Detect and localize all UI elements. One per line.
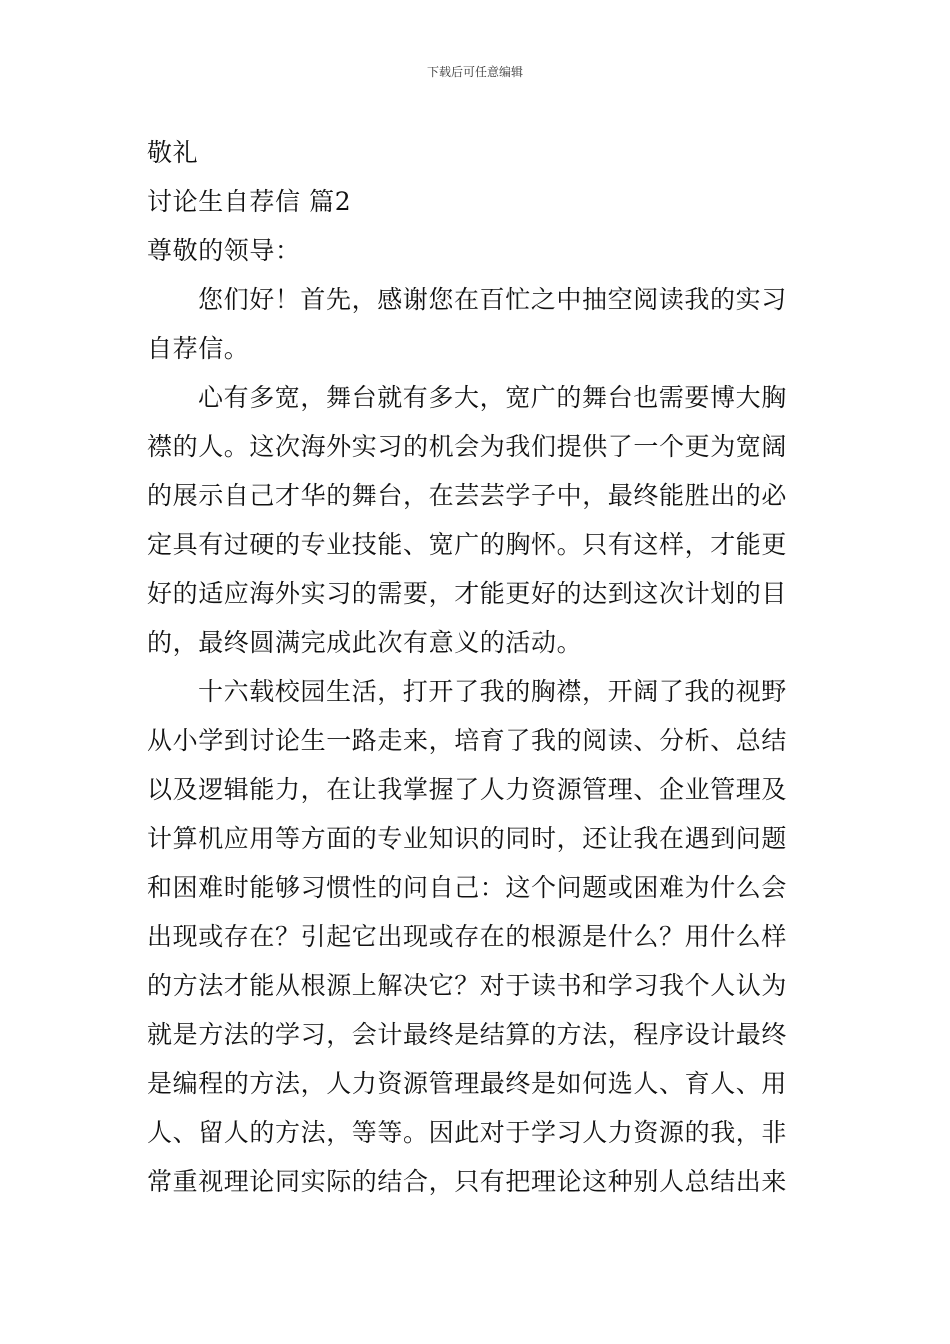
paragraph-line: 出现或存在？引起它出现或存在的根源是什么？用什么样 <box>147 922 788 951</box>
page-header: 下载后可任意编辑 <box>426 65 523 79</box>
paragraph-line: 好的适应海外实习的需要，才能更好的达到这次计划的目 <box>147 579 788 608</box>
paragraph-line: 的，最终圆满完成此次有意义的活动。 <box>147 628 583 657</box>
paragraph-line: 以及逻辑能力，在让我掌握了人力资源管理、企业管理及 <box>147 775 788 804</box>
paragraph-line: 心有多宽，舞台就有多大，宽广的舞台也需要博大胸 <box>198 383 787 412</box>
paragraph-line: 的方法才能从根源上解决它？对于读书和学习我个人认为 <box>147 971 788 1000</box>
paragraph-line: 您们好！首先，感谢您在百忙之中抽空阅读我的实习 <box>198 285 787 314</box>
paragraph-line: 从小学到讨论生一路走来，培育了我的阅读、分析、总结 <box>147 726 788 755</box>
paragraph-line: 自荐信。 <box>147 334 250 363</box>
paragraph-line: 定具有过硬的专业技能、宽广的胸怀。只有这样，才能更 <box>147 530 788 559</box>
paragraph-line: 是编程的方法，人力资源管理最终是如何选人、育人、用 <box>147 1069 788 1098</box>
document-body <box>147 128 807 1206</box>
closing-salutation: 敬礼 <box>147 138 199 167</box>
greeting-line: 尊敬的领导： <box>147 236 301 265</box>
paragraph-line: 计算机应用等方面的专业知识的同时，还让我在遇到问题 <box>147 824 788 853</box>
paragraph-line: 就是方法的学习，会计最终是结算的方法，程序设计最终 <box>147 1020 788 1049</box>
paragraph-line: 十六载校园生活，打开了我的胸襟，开阔了我的视野 <box>198 677 787 706</box>
paragraph-line: 和困难时能够习惯性的问自己：这个问题或困难为什么会 <box>147 873 788 902</box>
section-title: 讨论生自荐信 篇2 <box>147 187 352 216</box>
paragraph-line: 常重视理论同实际的结合，只有把理论这种别人总结出来 <box>147 1167 788 1196</box>
paragraph-line: 襟的人。这次海外实习的机会为我们提供了一个更为宽阔 <box>147 432 788 461</box>
paragraph-line: 的展示自己才华的舞台，在芸芸学子中，最终能胜出的必 <box>147 481 788 510</box>
paragraph-line: 人、留人的方法，等等。因此对于学习人力资源的我，非 <box>147 1118 788 1147</box>
